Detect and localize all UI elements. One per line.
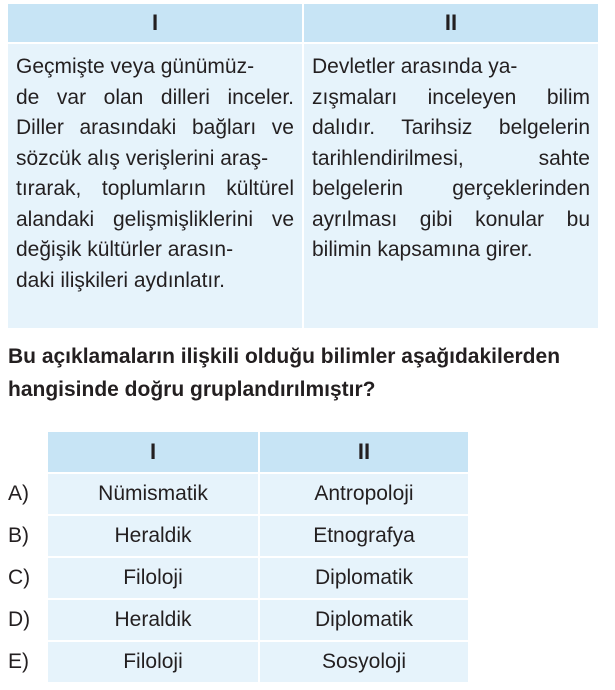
options-header-row	[8, 432, 468, 472]
description-table	[8, 4, 598, 328]
option-col2: Diplomatik	[260, 600, 468, 640]
option-col1: Filoloji	[48, 642, 258, 682]
option-col2: Diplomatik	[260, 558, 468, 598]
options-column-header-i: I	[48, 432, 258, 472]
option-col1: Nümismatik	[48, 474, 258, 514]
column-header-i: I	[8, 4, 302, 42]
option-col2: Etnografya	[260, 516, 468, 556]
answer-options-table	[8, 432, 468, 684]
option-letter: A)	[8, 482, 29, 505]
option-e[interactable]	[8, 642, 468, 682]
option-letter: D)	[8, 608, 31, 631]
option-a[interactable]	[8, 474, 468, 514]
option-col2: Antropoloji	[260, 474, 468, 514]
question-text: Bu açıklamaların ilişkili olduğu bilimler aşağıdakilerden hangisinde doğru gruplandırılmıştır?	[8, 345, 561, 401]
option-letter: C)	[8, 566, 31, 589]
option-b[interactable]	[8, 516, 468, 556]
options-column-header-ii: II	[260, 432, 468, 472]
description-i-text: Geçmişte veya günümüz- de var olan dilleri inceler. Diller arasındaki bağları ve sözcük alış verişlerini araş- tırarak, toplumların kültürel alandaki gelişmişliklerini ve değişik kültürler arasın- daki ilişkileri aydınlatır.	[8, 44, 302, 328]
option-col1: Heraldik	[48, 516, 258, 556]
description-table-body	[8, 44, 598, 328]
option-c[interactable]	[8, 558, 468, 598]
description-ii-text: Devletler arasında ya- zışmaları inceleyen bilim dalıdır. Tarihsiz belgelerin tarihlendirilmesi, sahte belgelerin gerçeklerinden ayrılması gibi konular bu bilimin kapsamına girer.	[304, 44, 598, 328]
option-col2: Sosyoloji	[260, 642, 468, 682]
option-col1: Heraldik	[48, 600, 258, 640]
description-table-header	[8, 4, 598, 42]
option-letter: B)	[8, 524, 29, 547]
column-header-ii: II	[304, 4, 598, 42]
option-d[interactable]	[8, 600, 468, 640]
option-letter: E)	[8, 650, 29, 673]
option-col1: Filoloji	[48, 558, 258, 598]
